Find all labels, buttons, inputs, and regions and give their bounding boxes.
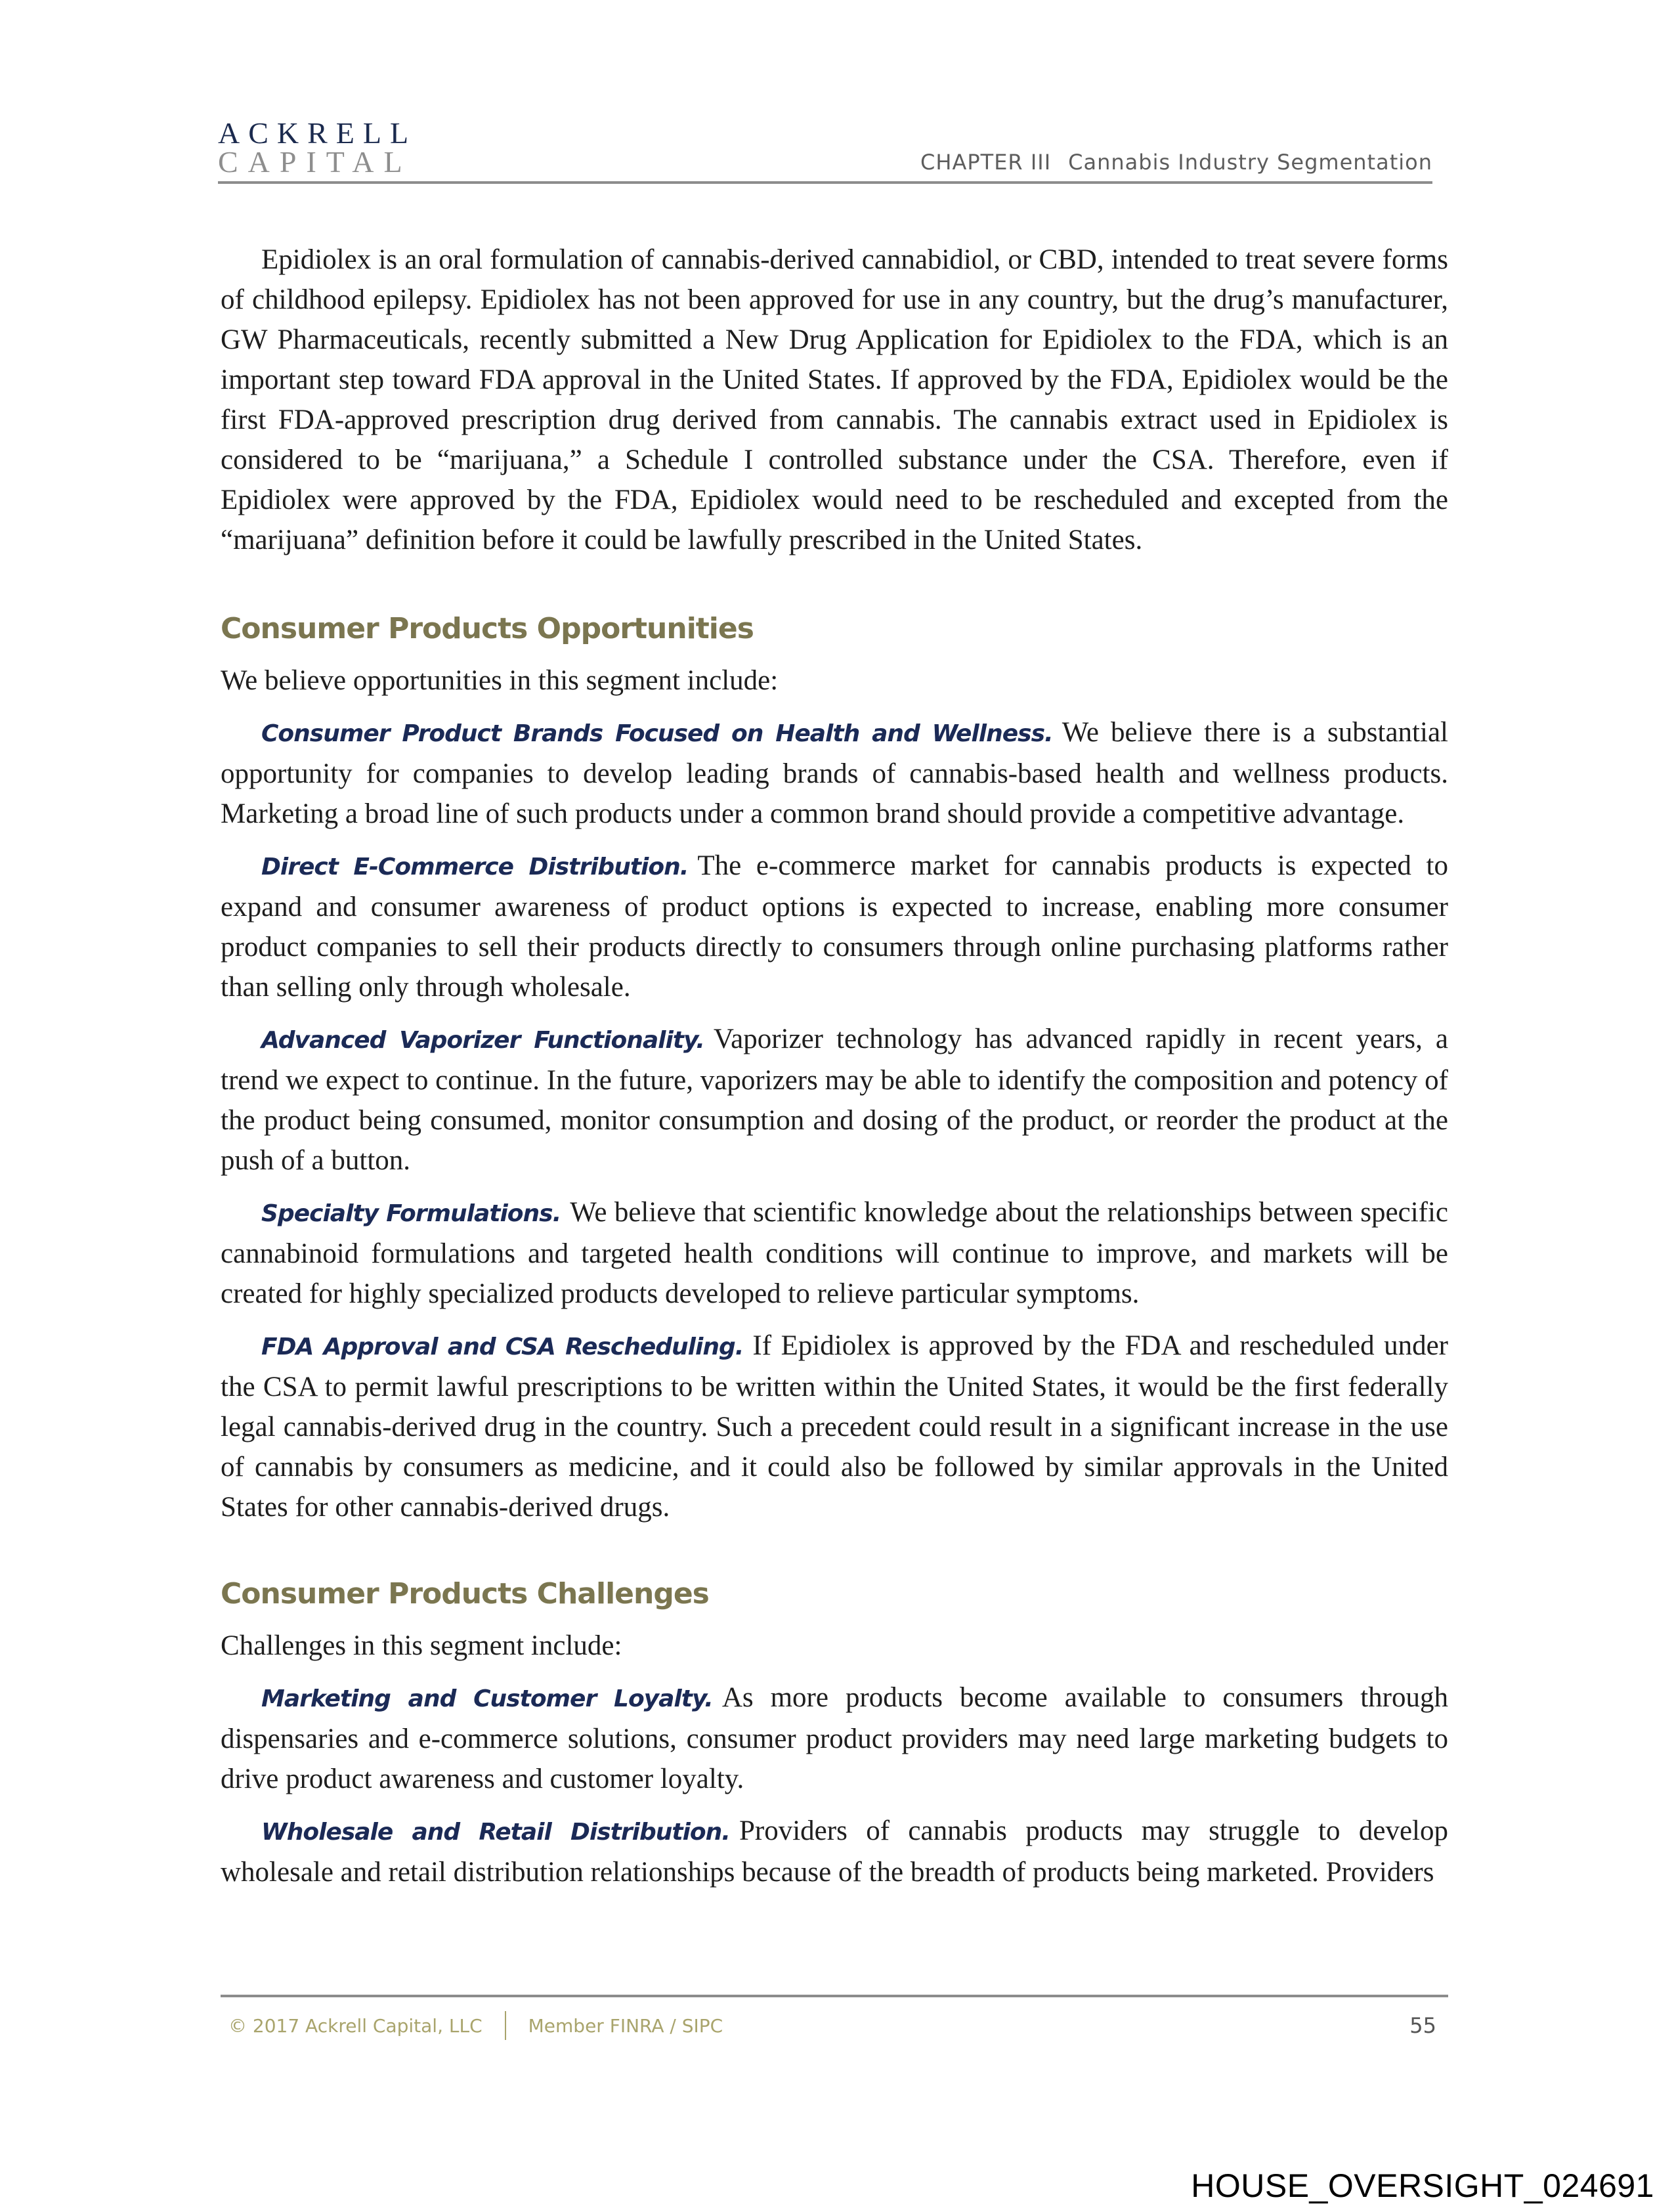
opportunity-title: Advanced Vaporizer Functionality. (261, 1027, 704, 1054)
opportunity-body: If Epidiolex is approved by the FDA and rescheduled under the CSA to permit lawful prescriptions to be written within the United States, it would be the first federally legal cannabis-derived drug in the country. Such a precedent could result in a significant increase in the use of cannabis by consumers as medicine, and it could also be followed by similar approvals in the United States for other cannabis-derived drugs. (221, 1330, 1449, 1523)
page-footer (228, 2011, 1436, 2040)
logo-line-ackrell: ACKRELL (218, 116, 418, 150)
section-heading-opportunities: Consumer Products Opportunities (221, 612, 754, 645)
header-divider (218, 181, 1432, 184)
challenge-item (221, 1811, 1448, 1892)
opportunity-body: Vaporizer technology has advanced rapidly in recent years, a trend we expect to continue. In the future, vaporizers may be able to identify the composition and potency of the product being consumed, monitor consumption and dosing of the product, or reorder the product at the push of a button. (221, 1024, 1448, 1176)
challenge-title: Marketing and Customer Loyalty. (261, 1685, 713, 1712)
opportunity-body: We believe that scientific knowledge about the relationships between specific cannabinoid formulations and targeted health conditions will continue to improve, and markets will be created for highly specialized products developed to relieve particular symptoms. (221, 1197, 1448, 1309)
opportunity-title: Consumer Product Brands Focused on Health and Wellness. (261, 720, 1053, 747)
intro-paragraph: Epidiolex is an oral formulation of cannabis-derived cannabidiol, or CBD, intended to treat severe forms of childhood epilepsy. Epidiolex has not been approved for use in any country, but the drug’s manufacturer, GW Pharmaceuticals, recently submitted a New Drug Application for Epidiolex to the FDA, which is an important step toward FDA approval in the United States. If approved by the FDA, Epidiolex would be the first FDA-approved prescription drug derived from cannabis. The cannabis extract used in Epidiolex is considered to be “marijuana,” a Schedule I controlled substance under the CSA. Therefore, even if Epidiolex were approved by the FDA, Epidiolex would need to be rescheduled and excepted from the “marijuana” definition before it could be lawfully prescribed in the United States. (221, 244, 1448, 555)
opportunity-item (221, 1192, 1448, 1314)
page-number: 55 (1409, 2013, 1436, 2038)
opportunities-lead-in: We believe opportunities in this segment include: (221, 665, 779, 696)
challenge-body: Providers of cannabis products may struggle to develop wholesale and retail distribution relationships because of the breadth of products being marketed. Providers (221, 1815, 1448, 1888)
chapter-number: CHAPTER III (920, 150, 1052, 175)
opportunity-item (221, 846, 1448, 1007)
bates-number: HOUSE_OVERSIGHT_024691 (1191, 2167, 1654, 2204)
opportunities-section (221, 609, 1448, 1527)
footer-copyright: © 2017 Ackrell Capital, LLC (228, 2014, 483, 2037)
opportunity-item (221, 1326, 1448, 1527)
ackrell-capital-logo (218, 118, 417, 177)
footer-membership: Member FINRA / SIPC (528, 2014, 723, 2037)
challenge-item (221, 1678, 1448, 1799)
challenges-lead-in: Challenges in this segment include: (221, 1630, 622, 1661)
opportunity-title: Direct E-Commerce Distribution. (261, 854, 689, 880)
challenge-title: Wholesale and Retail Distribution. (261, 1819, 730, 1846)
section-heading-challenges: Consumer Products Challenges (221, 1577, 709, 1611)
opportunity-body: The e-commerce market for cannabis products is expected to expand and consumer awareness of product options is expected to increase, enabling more consumer product companies to sell their products directly to consumers through online purchasing platforms rather than selling only through wholesale. (221, 850, 1448, 1003)
chapter-header (920, 150, 1432, 175)
challenge-body: As more products become available to consumers through dispensaries and e-commerce solutions, consumer product providers may need large marketing budgets to drive product awareness and customer loyalty. (221, 1682, 1448, 1794)
chapter-title: Cannabis Industry Segmentation (1068, 150, 1432, 175)
opportunity-title: Specialty Formulations. (261, 1200, 561, 1227)
logo-line-capital: CAPITAL (218, 145, 412, 179)
opportunity-body: We believe there is a substantial opportunity for companies to develop leading brands of cannabis-based health and wellness products. Marketing a broad line of such products under a common brand should provide a competitive advantage. (221, 717, 1448, 829)
footer-separator (505, 2011, 506, 2040)
footer-divider (221, 1995, 1448, 1997)
page-content (221, 240, 1448, 1904)
challenges-section (221, 1574, 1448, 1892)
opportunity-item (221, 712, 1448, 834)
opportunity-item (221, 1019, 1448, 1181)
opportunity-title: FDA Approval and CSA Rescheduling. (261, 1334, 744, 1360)
